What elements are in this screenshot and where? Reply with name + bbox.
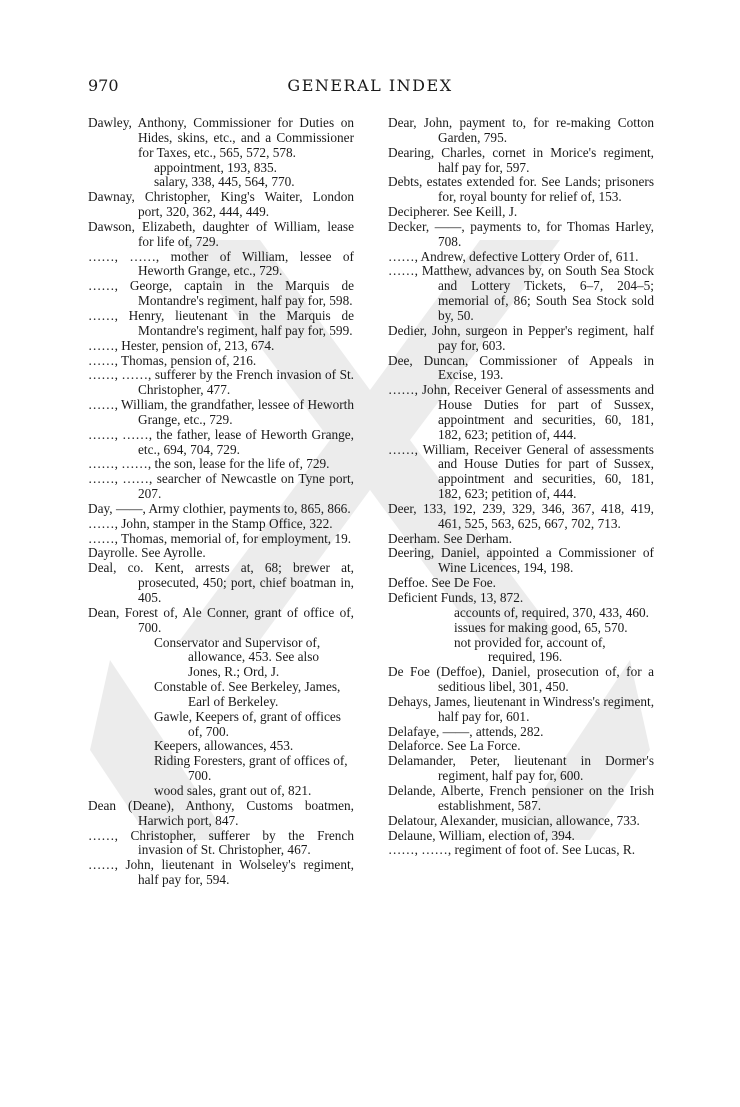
index-entry: ……, ……, regiment of foot of. See Lucas, R.: [388, 842, 636, 858]
index-entry: ……, ……, sufferer by the French invasion of St. Christopher, 477.: [88, 367, 354, 398]
index-entry: Dawnay, Christopher, King's Waiter, London port, 320, 362, 444, 449.: [88, 189, 354, 220]
index-entry: ……, ……, the son, lease for the life of, 729.: [88, 456, 330, 472]
index-entry: ……, William, the grandfather, lessee of Heworth Grange, etc., 729.: [88, 397, 354, 427]
index-entry: ……, ……, searcher of Newcastle on Tyne port, 207.: [88, 471, 354, 502]
index-subentry: issues for making good, 65, 570.: [454, 619, 628, 635]
index-subentry: accounts of, required, 370, 433, 460.: [454, 604, 649, 620]
index-entry: ……, Andrew, defective Lottery Order of, 611.: [388, 248, 639, 264]
index-entry: ……, Matthew, advances by, on South Sea Stock and Lottery Tickets, 6–7, 204–5; memorial of, 86; South Sea Stock sold by, 50.: [388, 263, 654, 323]
index-entry: Dawson, Elizabeth, daughter of William, lease for life of, 729.: [88, 218, 354, 249]
index-subentry: Keepers, allowances, 453.: [154, 738, 294, 754]
page-title: GENERAL INDEX: [287, 76, 453, 95]
index-subentry: wood sales, grant out of, 821.: [154, 782, 312, 798]
index-subentry: Gawle, Keepers of, grant of offices of, 700.: [154, 708, 341, 739]
index-entry: Deficient Funds, 13, 872.: [388, 590, 524, 605]
index-entry: ……, William, Receiver General of assessments and House Duties for part of Sussex, appointment and securities, 60, 181, 182, 623; petition of, 444.: [388, 441, 654, 502]
index-entry: Dawley, Anthony, Commissioner for Duties on Hides, skins, etc., and a Commissioner for Taxes, etc., 565, 572, 578.: [88, 115, 354, 160]
index-entry: ……, Thomas, pension of, 216.: [88, 352, 257, 368]
index-entry: Dee, Duncan, Commissioner of Appeals in Excise, 193.: [388, 352, 654, 383]
index-entry: Day, ——, Army clothier, payments to, 865, 866.: [88, 500, 351, 516]
index-entry: Decipherer. See Keill, J.: [388, 204, 518, 220]
index-entry: ……, John, Receiver General of assessments and House Duties for part of Sussex, appointment and securities, 60, 181, 182, 623; petition of, 444.: [388, 382, 654, 442]
index-column-right: [388, 116, 654, 858]
index-entry: Dear, John, payment to, for re-making Cotton Garden, 795.: [388, 115, 654, 145]
index-entry: Dedier, John, surgeon in Pepper's regiment, half pay for, 603.: [388, 322, 654, 353]
index-entry: Deer, 133, 192, 239, 329, 346, 367, 418, 419, 461, 525, 563, 625, 667, 702, 713.: [388, 500, 654, 531]
page-header: [0, 76, 740, 98]
index-entry: Deffoe. See De Foe.: [388, 575, 496, 591]
index-entry: ……, ……, mother of William, lessee of Heworth Grange, etc., 729.: [88, 248, 354, 279]
index-entry: Delaforce. See La Force.: [388, 738, 521, 754]
index-entry: ……, Christopher, sufferer by the French invasion of St. Christopher, 467.: [88, 827, 354, 858]
index-entry: ……, Thomas, memorial of, for employment, 19.: [88, 530, 352, 546]
index-entry: Dayrolle. See Ayrolle.: [88, 545, 206, 561]
index-entry: ……, ……, the father, lease of Heworth Grange, etc., 694, 704, 729.: [88, 426, 354, 457]
index-entry: De Foe (Deffoe), Daniel, prosecution of, for a seditious libel, 301, 450.: [388, 664, 654, 695]
index-entry: ……, George, captain in the Marquis de Montandre's regiment, half pay for, 598.: [88, 278, 354, 309]
page-number: 970: [88, 76, 119, 95]
index-entry: ……, Henry, lieutenant in the Marquis de Montandre's regiment, half pay for, 599.: [88, 307, 354, 338]
index-entry: Delande, Alberte, French pensioner on the Irish establishment, 587.: [388, 782, 654, 813]
index-subentry: Conservator and Supervisor of, allowance, 453. See also Jones, R.; Ord, J.: [154, 634, 321, 680]
index-subentry: not provided for, account of, required, 196.: [454, 634, 606, 665]
index-subentry: salary, 338, 445, 564, 770.: [154, 174, 295, 190]
index-entry: Deering, Daniel, appointed a Commissioner of Wine Licences, 194, 198.: [388, 545, 654, 576]
index-entry: ……, John, stamper in the Stamp Office, 322.: [88, 515, 333, 531]
index-entry: Deal, co. Kent, arrests at, 68; brewer at, prosecuted, 450; port, chief boatman in, 405.: [88, 560, 354, 605]
index-entry: Delatour, Alexander, musician, allowance, 733.: [388, 812, 640, 828]
index-subentry: Riding Foresters, grant of offices of, 700.: [154, 753, 348, 784]
index-entry: Dean, Forest of, Ale Conner, grant of office of, 700.: [88, 604, 354, 635]
index-column-left: [88, 116, 354, 888]
index-entry: Dean (Deane), Anthony, Customs boatmen, Harwich port, 847.: [88, 797, 354, 828]
index-entry: Delafaye, ——, attends, 282.: [388, 723, 544, 739]
index-entry: Delaune, William, election of, 394.: [388, 827, 575, 843]
index-entry: Decker, ——, payments to, for Thomas Harley, 708.: [388, 218, 654, 249]
index-subentry: appointment, 193, 835.: [154, 159, 277, 175]
index-entry: Debts, estates extended for. See Lands; prisoners for, royal bounty for relief of, 153.: [388, 174, 654, 205]
index-entry: ……, John, lieutenant in Wolseley's regiment, half pay for, 594.: [88, 857, 354, 888]
index-entry: Dearing, Charles, cornet in Morice's regiment, half pay for, 597.: [388, 144, 654, 175]
index-entry: ……, Hester, pension of, 213, 674.: [88, 337, 275, 353]
index-entry: Delamander, Peter, lieutenant in Dormer's regiment, half pay for, 600.: [388, 753, 654, 784]
index-subentry: Constable of. See Berkeley, James, Earl of Berkeley.: [154, 679, 341, 709]
index-entry: Deerham. See Derham.: [388, 530, 513, 546]
index-entry: Dehays, James, lieutenant in Windress's regiment, half pay for, 601.: [388, 693, 655, 724]
